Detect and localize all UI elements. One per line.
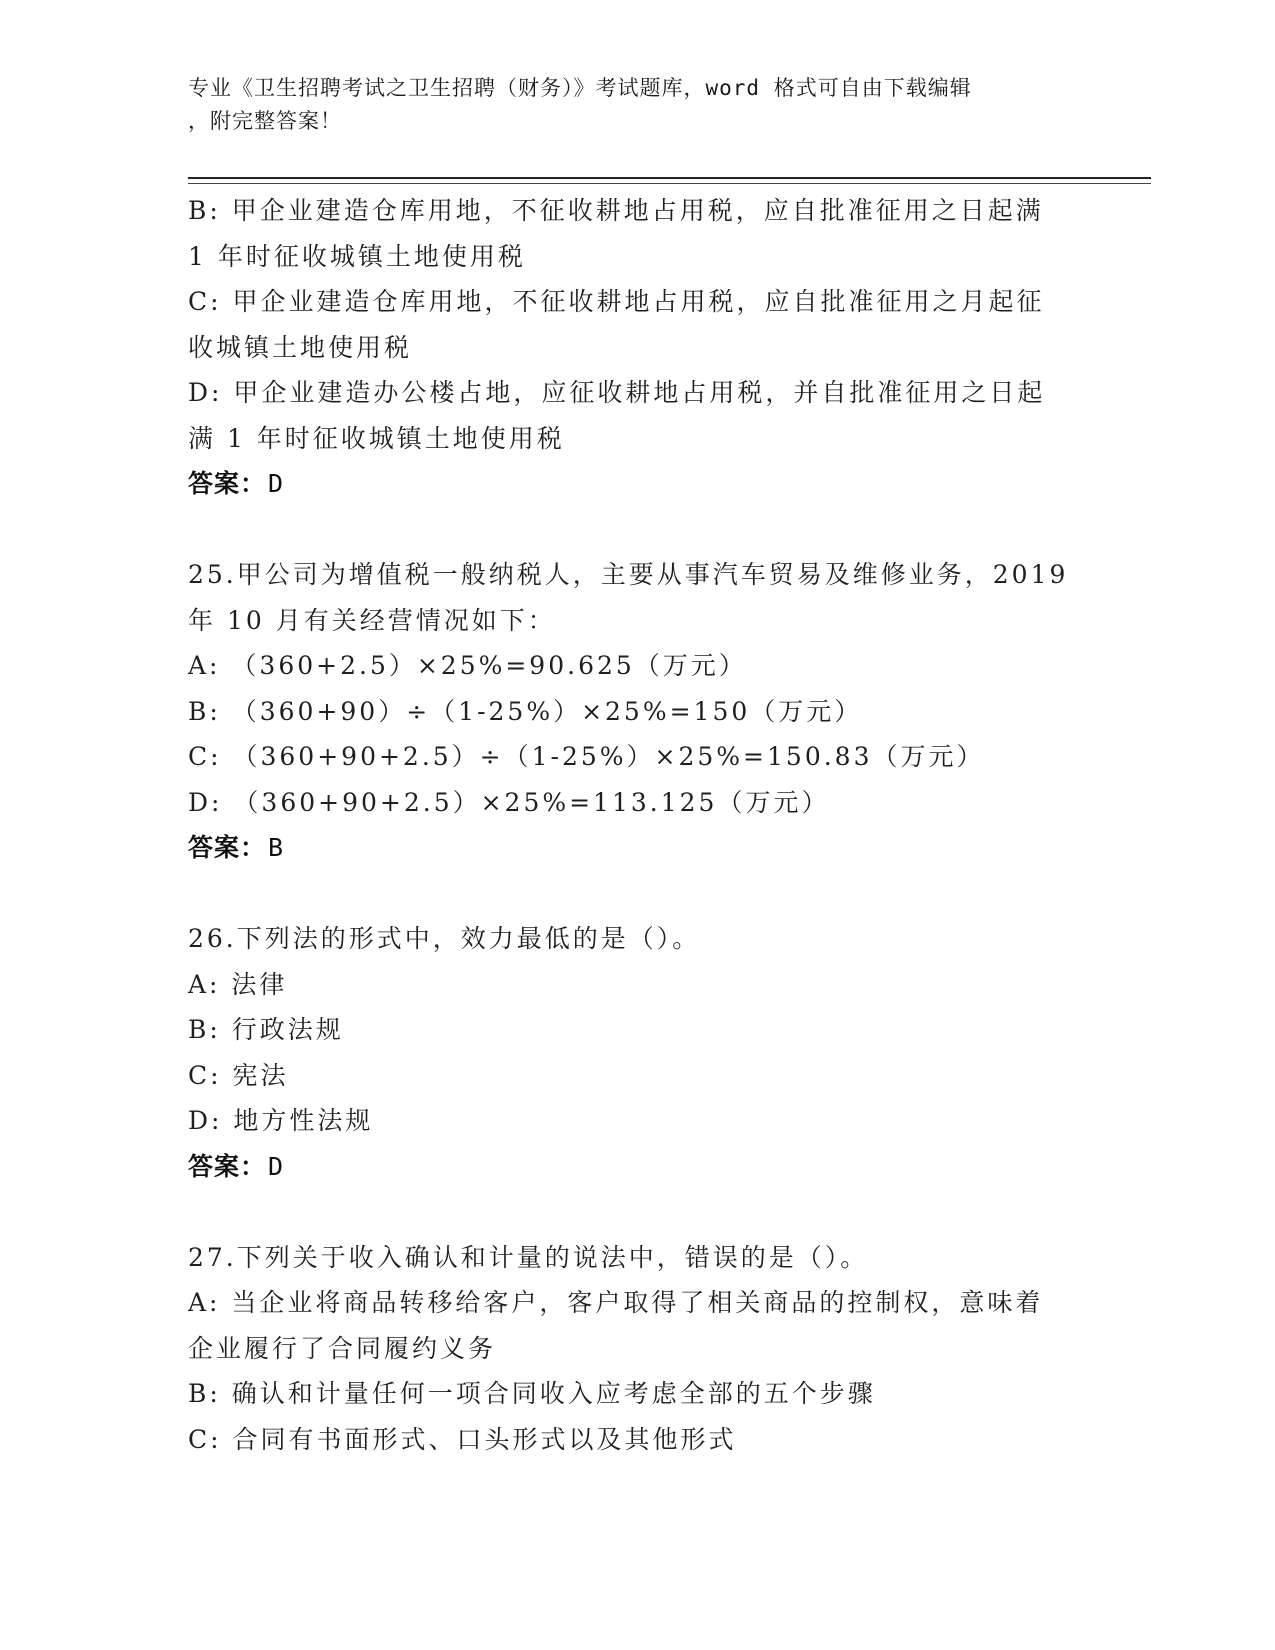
option-a: A: （360+2.5）×25%=90.625（万元） [188,651,747,680]
answer-label: 答案： [188,833,267,862]
header-divider-thick [188,177,1151,179]
option-c: C: 合同有书面形式、口头形式以及其他形式 [188,1424,737,1454]
option-d: D: （360+90+2.5）×25%=113.125（万元） [188,787,830,817]
spacer [188,871,1088,917]
question-27 [188,1235,1088,1463]
option-d-line-2: 满 1 年时征收城镇土地使用税 [188,423,565,453]
option-d: D: 地方性法规 [188,1106,374,1135]
option-d-line-1: D: 甲企业建造办公楼占地，应征收耕地占用税，并自批准征用之日起 [188,378,1046,407]
option-c: C: （360+90+2.5）÷（1-25%）×25%=150.83（万元） [188,742,985,771]
option-c-line-2: 收城镇土地使用税 [188,332,413,362]
option-c-line-1: C: 甲企业建造仓库用地，不征收耕地占用税，应自批准征用之月起征 [188,287,1045,316]
answer-value: B [268,833,285,862]
answer-value: D [268,1151,285,1181]
question-25 [188,552,1088,871]
header-line-2: ，附完整答案！ [188,109,342,133]
option-a-line-2: 企业履行了合同履约义务 [188,1333,497,1363]
option-b: B: （360+90）÷（1-25%）×25%=150（万元） [188,696,863,726]
answer-label: 答案： [188,1151,267,1181]
answer-line [188,461,1088,507]
option-b-line-1: B: 甲企业建造仓库用地，不征收耕地占用税，应自批准征用之日起满 [188,196,1044,225]
option-c: C: 宪法 [188,1060,289,1090]
option-b: B: 行政法规 [188,1015,344,1044]
spacer [188,1189,1088,1235]
spacer [188,507,1088,553]
header-line-1: 专业《卫生招聘考试之卫生招聘（财务）》考试题库，word 格式可自由下载编辑 [188,76,972,100]
header-divider-thin [188,183,1151,184]
answer-line [188,1144,1088,1190]
answer-label: 答案： [188,469,267,498]
question-block-24-options [188,188,1088,507]
question-content [188,188,1088,1462]
question-26 [188,916,1088,1189]
question-stem: 27.下列关于收入确认和计量的说法中，错误的是（）。 [188,1242,869,1272]
question-stem-line-1: 25.甲公司为增值税一般纳税人，主要从事汽车贸易及维修业务，2019 [188,560,1069,589]
option-a: A: 法律 [188,969,288,999]
answer-line [188,825,1088,871]
option-b-line-2: 1 年时征收城镇土地使用税 [188,241,526,271]
option-b: B: 确认和计量任何一项合同收入应考虑全部的五个步骤 [188,1379,876,1408]
question-stem-line-2: 年 10 月有关经营情况如下： [188,605,556,635]
option-a-line-1: A: 当企业将商品转移给客户，客户取得了相关商品的控制权，意味着 [188,1288,1044,1317]
answer-value: D [268,469,285,498]
question-stem: 26.下列法的形式中，效力最低的是（）。 [188,924,701,953]
document-header [188,72,1088,138]
